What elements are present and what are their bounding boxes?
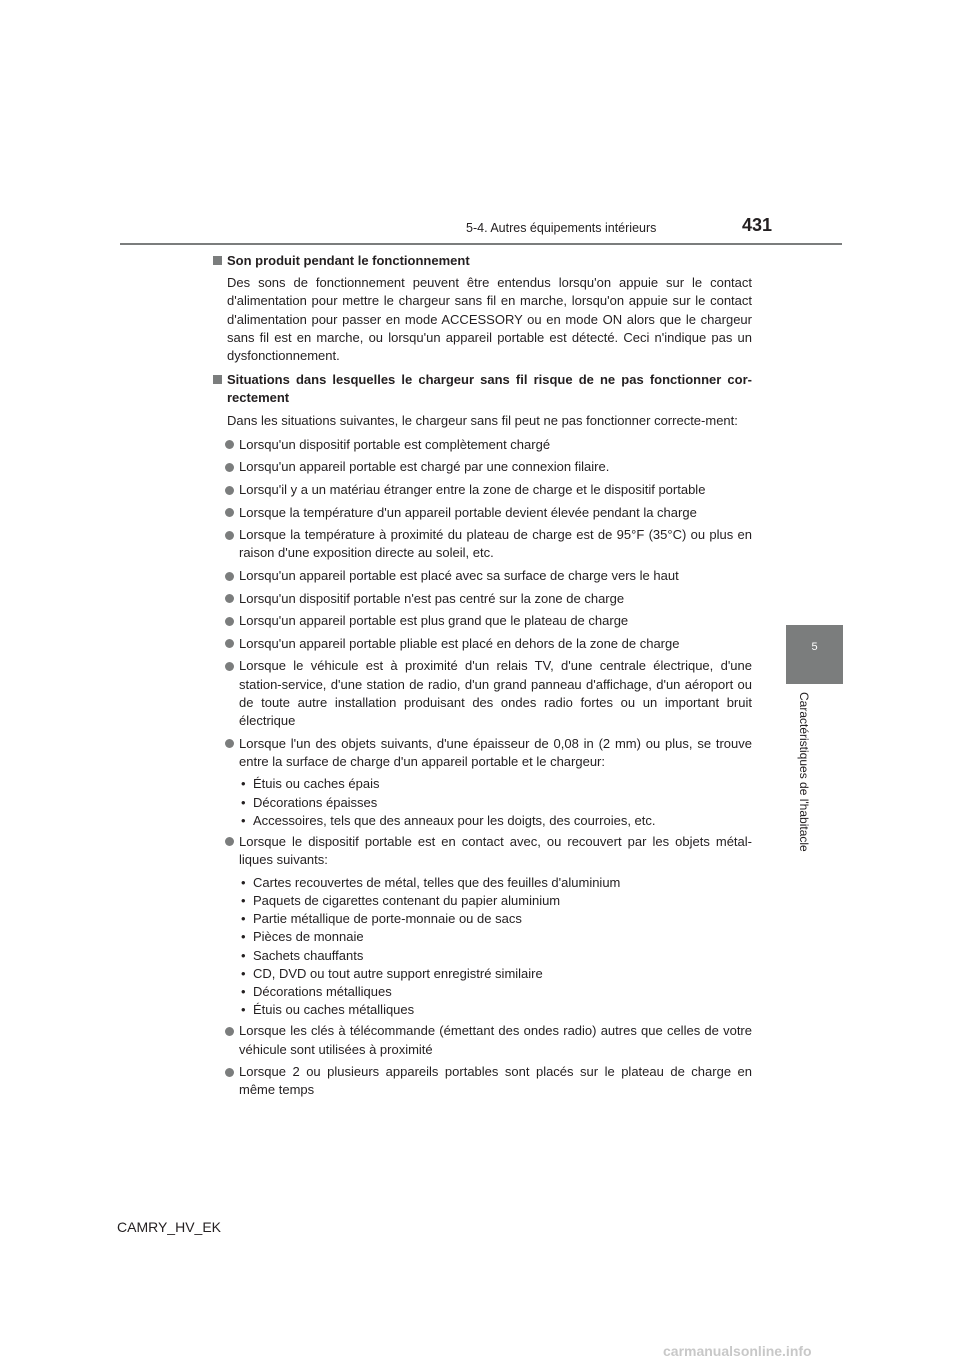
sublist-item: • Décorations épaisses [239, 794, 752, 812]
list-item: Lorsqu'un appareil portable pliable est placé en dehors de la zone de charge [212, 635, 752, 653]
section-title [212, 252, 752, 270]
circle-bullet-icon [225, 837, 234, 846]
circle-bullet-icon [225, 508, 234, 517]
list-item: Lorsque 2 ou plusieurs appareils portables sont placés sur le plateau de charge en même temps [212, 1063, 752, 1099]
list-item: Lorsque le véhicule est à proximité d'un relais TV, d'une centrale électrique, d'une station-service, d'une station de radio, d'un grand panneau d'affichage, d'un aéroport ou de toute autre installation produisant des ondes radio fortes ou un important bruit électrique [212, 657, 752, 730]
list-item: Lorsque les clés à télécommande (émettant des ondes radio) autres que celles de votre véhicule sont utilisées à proximité [212, 1022, 752, 1058]
page-number: 431 [742, 215, 773, 235]
list-item: Lorsqu'un appareil portable est plus grand que le plateau de charge [212, 612, 752, 630]
sublist-item: • Décorations métalliques [239, 983, 752, 1001]
list-item: Lorsque la température d'un appareil portable devient élevée pendant la charge [212, 504, 752, 522]
circle-bullet-icon [225, 617, 234, 626]
circle-bullet-icon [225, 639, 234, 648]
list-item: Lorsque la température à proximité du plateau de charge est de 95°F (35°C) ou plus en raison d'une exposition directe au soleil, etc. [212, 526, 752, 562]
sublist-item: • Accessoires, tels que des anneaux pour les doigts, des courroies, etc. [239, 812, 752, 830]
chapter-side-label: Caractéristiques de l'habitacle [797, 692, 811, 852]
list-item: Lorsque le dispositif portable est en contact avec, ou recouvert par les objets métal-liques suivants: [212, 833, 752, 869]
square-bullet-icon [213, 256, 222, 265]
circle-bullet-icon [225, 531, 234, 540]
sublist-item: • Étuis ou caches épais [239, 775, 752, 793]
circle-bullet-icon [225, 572, 234, 581]
list-item: Lorsqu'un dispositif portable est complètement chargé [212, 436, 752, 454]
sublist-metal-objects [212, 874, 752, 1020]
sublist-item: • Étuis ou caches métalliques [239, 1001, 752, 1019]
section-operating-sound [212, 252, 752, 365]
section-paragraph: Dans les situations suivantes, le chargeur sans fil peut ne pas fonctionner correcte-ment: [227, 412, 738, 428]
circle-bullet-icon [225, 463, 234, 472]
sublist-item: • Sachets chauffants [239, 947, 752, 965]
chapter-tab [786, 625, 843, 684]
header-divider [120, 243, 842, 245]
sublist-thick-objects [212, 775, 752, 830]
circle-bullet-icon [225, 739, 234, 748]
section-title-text: Son produit pendant le fonctionnement [227, 253, 470, 268]
chapter-title: 5-4. Autres équipements intérieurs [466, 221, 657, 235]
circle-bullet-icon [225, 440, 234, 449]
list-item: Lorsqu'un dispositif portable n'est pas centré sur la zone de charge [212, 590, 752, 608]
sublist-item: • CD, DVD ou tout autre support enregistré similaire [239, 965, 752, 983]
list-item: Lorsque l'un des objets suivants, d'une épaisseur de 0,08 in (2 mm) ou plus, se trouve entre la surface de charge d'un appareil portable et le chargeur: [212, 735, 752, 771]
sublist-item: • Cartes recouvertes de métal, telles que des feuilles d'aluminium [239, 874, 752, 892]
square-bullet-icon [213, 375, 222, 384]
list-item: Lorsqu'un appareil portable est chargé par une connexion filaire. [212, 458, 752, 476]
circle-bullet-icon [225, 486, 234, 495]
section-charging-issues [212, 371, 752, 1099]
circle-bullet-icon [225, 1027, 234, 1036]
circle-bullet-icon [225, 594, 234, 603]
sublist-item: • Paquets de cigarettes contenant du papier aluminium [239, 892, 752, 910]
list-item: Lorsqu'il y a un matériau étranger entre la zone de charge et le dispositif portable [212, 481, 752, 499]
chapter-tab-number: 5 [811, 641, 818, 653]
sublist-item: • Pièces de monnaie [239, 928, 752, 946]
section-title [212, 371, 752, 407]
list-item: Lorsqu'un appareil portable est placé avec sa surface de charge vers le haut [212, 567, 752, 585]
page-content [212, 252, 752, 1104]
watermark: carmanualsonline.info [663, 1343, 812, 1359]
document-code: CAMRY_HV_EK [117, 1219, 222, 1235]
circle-bullet-icon [225, 1068, 234, 1077]
circle-bullet-icon [225, 662, 234, 671]
sublist-item: • Partie métallique de porte-monnaie ou de sacs [239, 910, 752, 928]
section-title-text: Situations dans lesquelles le chargeur sans fil risque de ne pas fonctionner cor-rectement [227, 372, 752, 406]
section-paragraph: Des sons de fonctionnement peuvent être entendus lorsqu'on appuie sur le contact d'alimentation pour mettre le chargeur sans fil en marche, lorsqu'on appuie sur le contact d'alimentation pour passer en mode ACCESSORY ou en mode ON alors que le chargeur sans fil est en marche, ou lorsqu'un appareil portable est détecté. Ceci n'indique pas un dysfonctionnement. [227, 275, 752, 364]
